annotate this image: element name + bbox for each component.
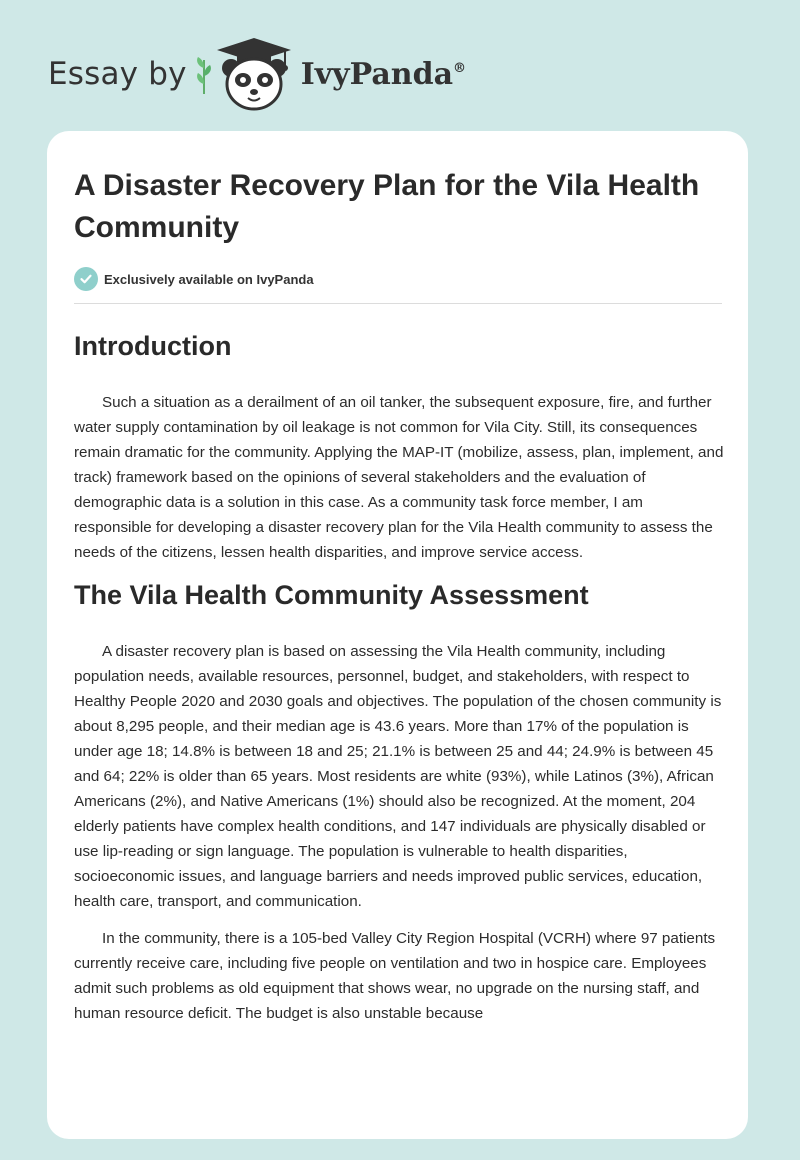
title-divider xyxy=(74,303,722,304)
section-heading-introduction: Introduction xyxy=(74,331,232,361)
exclusive-badge xyxy=(74,267,724,291)
essay-by-label: Essay by xyxy=(48,56,187,92)
check-icon xyxy=(74,267,98,291)
exclusive-badge-text: Exclusively available on IvyPanda xyxy=(104,271,314,287)
assessment-paragraph-2: In the community, there is a 105-bed Valley City Region Hospital (VCRH) where 97 patients currently receive care, including five people on ventilation and two in hospice care. Employees admit such problems as old equipment that shows wear, no upgrade on the nursing staff, and human resource deficit. The budget is also unstable because xyxy=(74,930,716,1022)
article-card xyxy=(47,131,748,1139)
article-content xyxy=(74,165,724,1026)
section-heading-community-assessment: The Vila Health Community Assessment xyxy=(74,580,589,610)
assessment-paragraph-1: A disaster recovery plan is based on assessing the Vila Health community, including population needs, available resources, personnel, budget, and stakeholders, with respect to Healthy People 2020 and 2030 goals and objectives. The population of the chosen community is about 8,295 people, and their median age is 43.6 years. More than 17% of the population is under age 18; 14.8% is between 18 and 25; 21.1% is between 25 and 44; 24.9% is between 45 and 64; 22% is older than 65 years. Most residents are white (93%), while Latinos (3%), African Americans (2%), and Native Americans (1%) should also be recognized. At the moment, 204 elderly patients have complex health conditions, and 147 individuals are physically disabled or use lip-reading or sign language. The population is vulnerable to health disparities, socioeconomic issues, and language barriers and needs improved public services, education, health care, transport, and communication. xyxy=(74,643,722,910)
article-title: A Disaster Recovery Plan for the Vila Health Community xyxy=(74,169,700,244)
registered-mark: ® xyxy=(453,60,467,76)
brand-name: IvyPanda® xyxy=(300,56,467,92)
introduction-paragraph: Such a situation as a derailment of an oil tanker, the subsequent exposure, fire, and further water supply contamination by oil leakage is not common for Vila City. Still, its consequences remain dramatic for the community. Applying the MAP-IT (mobilize, assess, plan, implement, and track) framework based on the opinions of several stakeholders and the evaluation of demographic data is a solution in this case. As a community task force member, I am responsible for developing a disaster recovery plan for the Vila Health community to assess the needs of the citizens, lessen health disparities, and improve service access. xyxy=(74,394,724,561)
ivy-leaf-icon xyxy=(195,54,213,94)
panda-logo-icon xyxy=(215,36,293,112)
site-header xyxy=(48,34,466,114)
